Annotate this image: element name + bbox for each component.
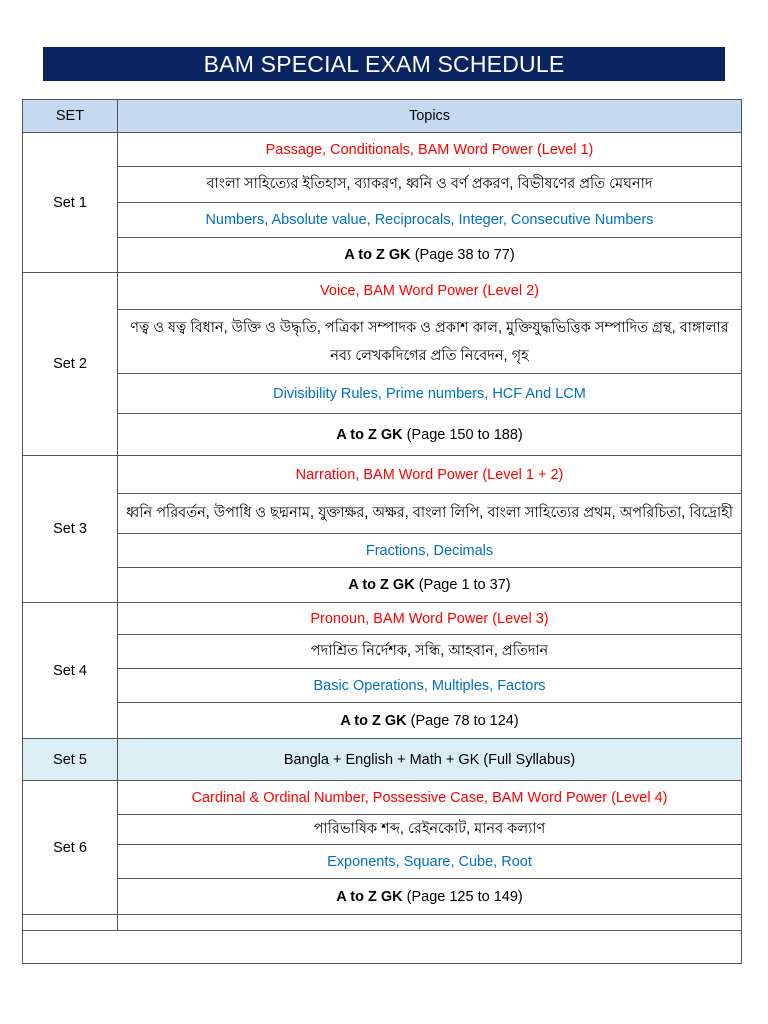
bangla-topic: ধ্বনি পরিবর্তন, উপাধি ও ছদ্মনাম, যুক্তাক্ষর, অক্ষর, বাংলা লিপি, বাংলা সাহিত্যের প্রথম, অপরিচিতা, বিদ্রোহী: [118, 494, 742, 534]
gk-pages: (Page 38 to 77): [414, 247, 515, 263]
empty-cell: [23, 931, 742, 964]
gk-pages: (Page 125 to 149): [406, 888, 523, 905]
table-row: [23, 414, 742, 456]
set-label: Set 4: [23, 603, 118, 739]
math-topic: Basic Operations, Multiples, Factors: [118, 669, 742, 703]
gk-pages: (Page 78 to 124): [410, 712, 519, 729]
math-topic: Fractions, Decimals: [118, 534, 742, 568]
table-row: [23, 815, 742, 845]
gk-label: A to Z GK: [348, 577, 415, 593]
table-row: [23, 915, 742, 931]
english-topic: Voice, BAM Word Power (Level 2): [118, 273, 742, 310]
table-row: [23, 494, 742, 534]
gk-label: A to Z GK: [340, 712, 407, 729]
set-label: Set 1: [23, 133, 118, 273]
full-syllabus-topic: Bangla + English + Math + GK (Full Syllabus): [118, 739, 742, 781]
empty-cell: [23, 915, 118, 931]
table-row: [23, 845, 742, 879]
table-row: [23, 879, 742, 915]
set-label: Set 2: [23, 273, 118, 456]
english-topic: Passage, Conditionals, BAM Word Power (Level 1): [118, 133, 742, 167]
table-row: [23, 568, 742, 603]
table-row: [23, 635, 742, 669]
bangla-topic: পদাশ্রিত নির্দেশক, সন্ধি, আহবান, প্রতিদান: [118, 635, 742, 669]
empty-cell: [118, 915, 742, 931]
schedule-table: [22, 99, 742, 964]
bangla-topic: ণত্ব ও ষত্ব বিধান, উক্তি ও উদ্ধৃতি, পত্রিকা সম্পাদক ও প্রকাশ কাল, মুক্তিযুদ্ধভিত্তিক সম্পাদিত গ্রন্থ, বাঙ্গালার নব্য লেখকদিগের প্রতি নিবেদন, গৃহ: [118, 310, 742, 374]
table-row: [23, 238, 742, 273]
table-row: [23, 133, 742, 167]
math-topic: Exponents, Square, Cube, Root: [118, 845, 742, 879]
gk-topic: [118, 568, 742, 603]
table-row: [23, 703, 742, 739]
table-row: [23, 310, 742, 374]
set-label: Set 6: [23, 781, 118, 915]
table-row: [23, 603, 742, 635]
table-row: [23, 669, 742, 703]
gk-label: A to Z GK: [336, 426, 403, 443]
bangla-topic: বাংলা সাহিত্যের ইতিহাস, ব্যাকরণ, ধ্বনি ও বর্ণ প্রকরণ, বিভীষণের প্রতি মেঘনাদ: [118, 167, 742, 203]
table-row: [23, 273, 742, 310]
table-row: [23, 456, 742, 494]
gk-topic: [118, 238, 742, 273]
table-row: [23, 203, 742, 238]
page-title: BAM SPECIAL EXAM SCHEDULE: [43, 47, 725, 81]
table-row: [23, 739, 742, 781]
gk-topic: [118, 879, 742, 915]
math-topic: Numbers, Absolute value, Reciprocals, Integer, Consecutive Numbers: [118, 203, 742, 238]
english-topic: Cardinal & Ordinal Number, Possessive Case, BAM Word Power (Level 4): [118, 781, 742, 815]
table-row: [23, 374, 742, 414]
gk-topic: [118, 703, 742, 739]
gk-topic: [118, 414, 742, 456]
header-topics: Topics: [118, 100, 742, 133]
table-row: [23, 931, 742, 964]
set-label: Set 3: [23, 456, 118, 603]
table-row: [23, 534, 742, 568]
header-set: SET: [23, 100, 118, 133]
table-header-row: [23, 100, 742, 133]
gk-pages: (Page 1 to 37): [418, 577, 511, 593]
set-label: Set 5: [23, 739, 118, 781]
english-topic: Narration, BAM Word Power (Level 1 + 2): [118, 456, 742, 494]
gk-label: A to Z GK: [336, 888, 403, 905]
gk-label: A to Z GK: [344, 247, 411, 263]
english-topic: Pronoun, BAM Word Power (Level 3): [118, 603, 742, 635]
table-row: [23, 167, 742, 203]
math-topic: Divisibility Rules, Prime numbers, HCF And LCM: [118, 374, 742, 414]
table-row: [23, 781, 742, 815]
gk-pages: (Page 150 to 188): [406, 426, 523, 443]
bangla-topic: পারিভাষিক শব্দ, রেইনকোট, মানব কল্যাণ: [118, 815, 742, 845]
